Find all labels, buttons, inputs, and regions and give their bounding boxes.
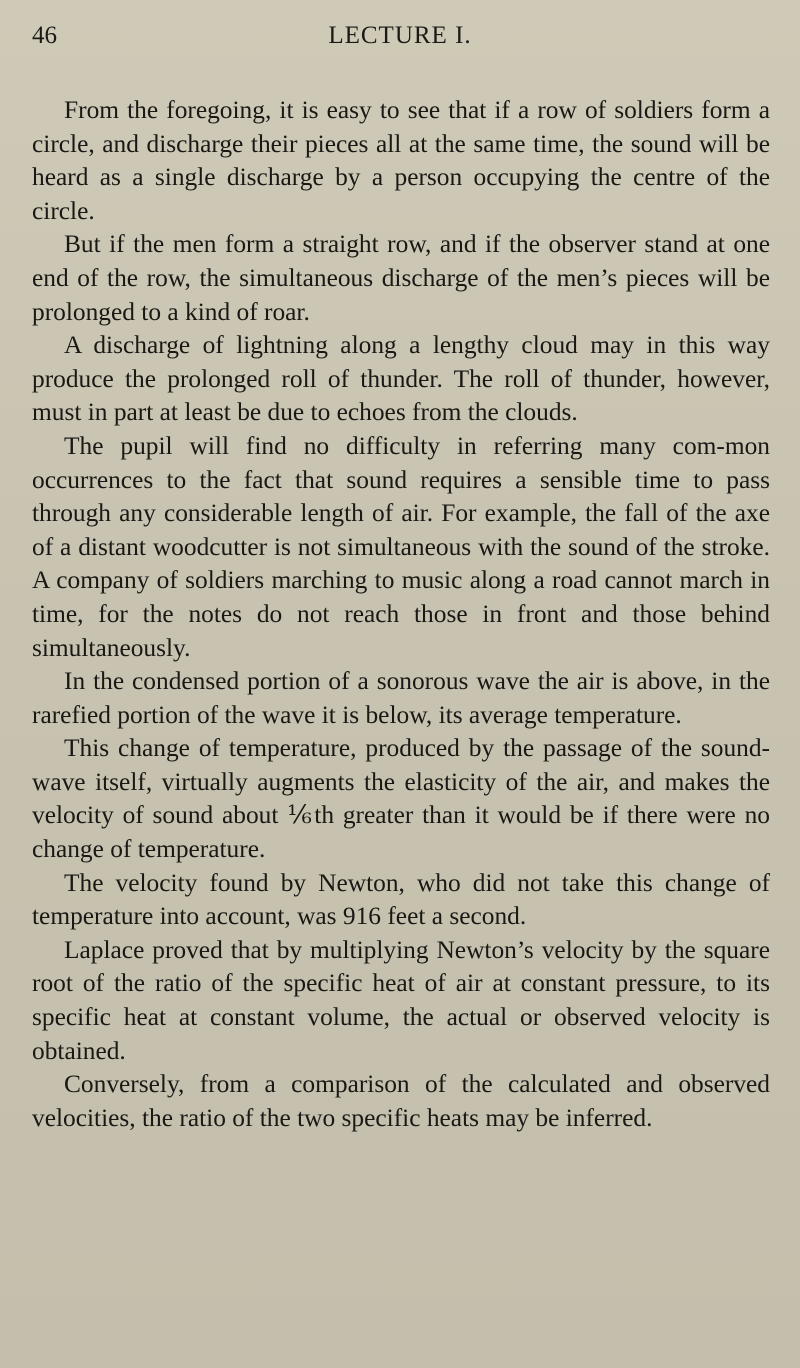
paragraph: But if the men form a straight row, and if the observer stand at one end of the row, the simultaneous discharge of the men’s pieces will be prolonged to a kind of roar.: [32, 230, 770, 326]
page-header: [0, 22, 800, 62]
paragraph: From the foregoing, it is easy to see that if a row of soldiers form a circle, and discharge their pieces all at the same time, the sound will be heard as a single discharge by a person occupying the centre of the circle.: [32, 96, 770, 225]
paragraph: The velocity found by Newton, who did not take this change of temperature into account, was 916 feet a second.: [32, 868, 770, 931]
paragraph: The pupil will find no difficulty in referring many com-mon occurrences to the fact that sound requires a sensible time to pass through any considerable length of air. For example, the fall of the axe of a distant woodcutter is not simultaneous with the sound of the stroke. A company of soldiers marching to music along a road cannot march in time, for the notes do not reach those in front and those behind simultaneously.: [32, 431, 770, 662]
running-head: LECTURE I.: [328, 22, 472, 49]
paragraph: In the condensed portion of a sonorous wave the air is above, in the rarefied portion of the wave it is below, its average temperature.: [32, 667, 770, 729]
page-number: 46: [32, 22, 57, 49]
paragraph: Laplace proved that by multiplying Newton’s velocity by the square root of the ratio of the specific heat of air at constant pressure, to its specific heat at constant volume, the actual or observed velocity is obtained.: [32, 935, 770, 1065]
body-text: [32, 94, 770, 1135]
paragraph: A discharge of lightning along a lengthy cloud may in this way produce the prolonged roll of thunder. The roll of thunder, however, must in part at least be due to echoes from the clouds.: [32, 331, 770, 427]
paragraph: This change of temperature, produced by the passage of the sound-wave itself, virtually augments the elasticity of the air, and makes the velocity of sound about ⅙th greater than it would be if there were no change of temperature.: [32, 734, 770, 864]
paragraph: Conversely, from a comparison of the calculated and observed velocities, the ratio of the two specific heats may be inferred.: [32, 1070, 770, 1132]
